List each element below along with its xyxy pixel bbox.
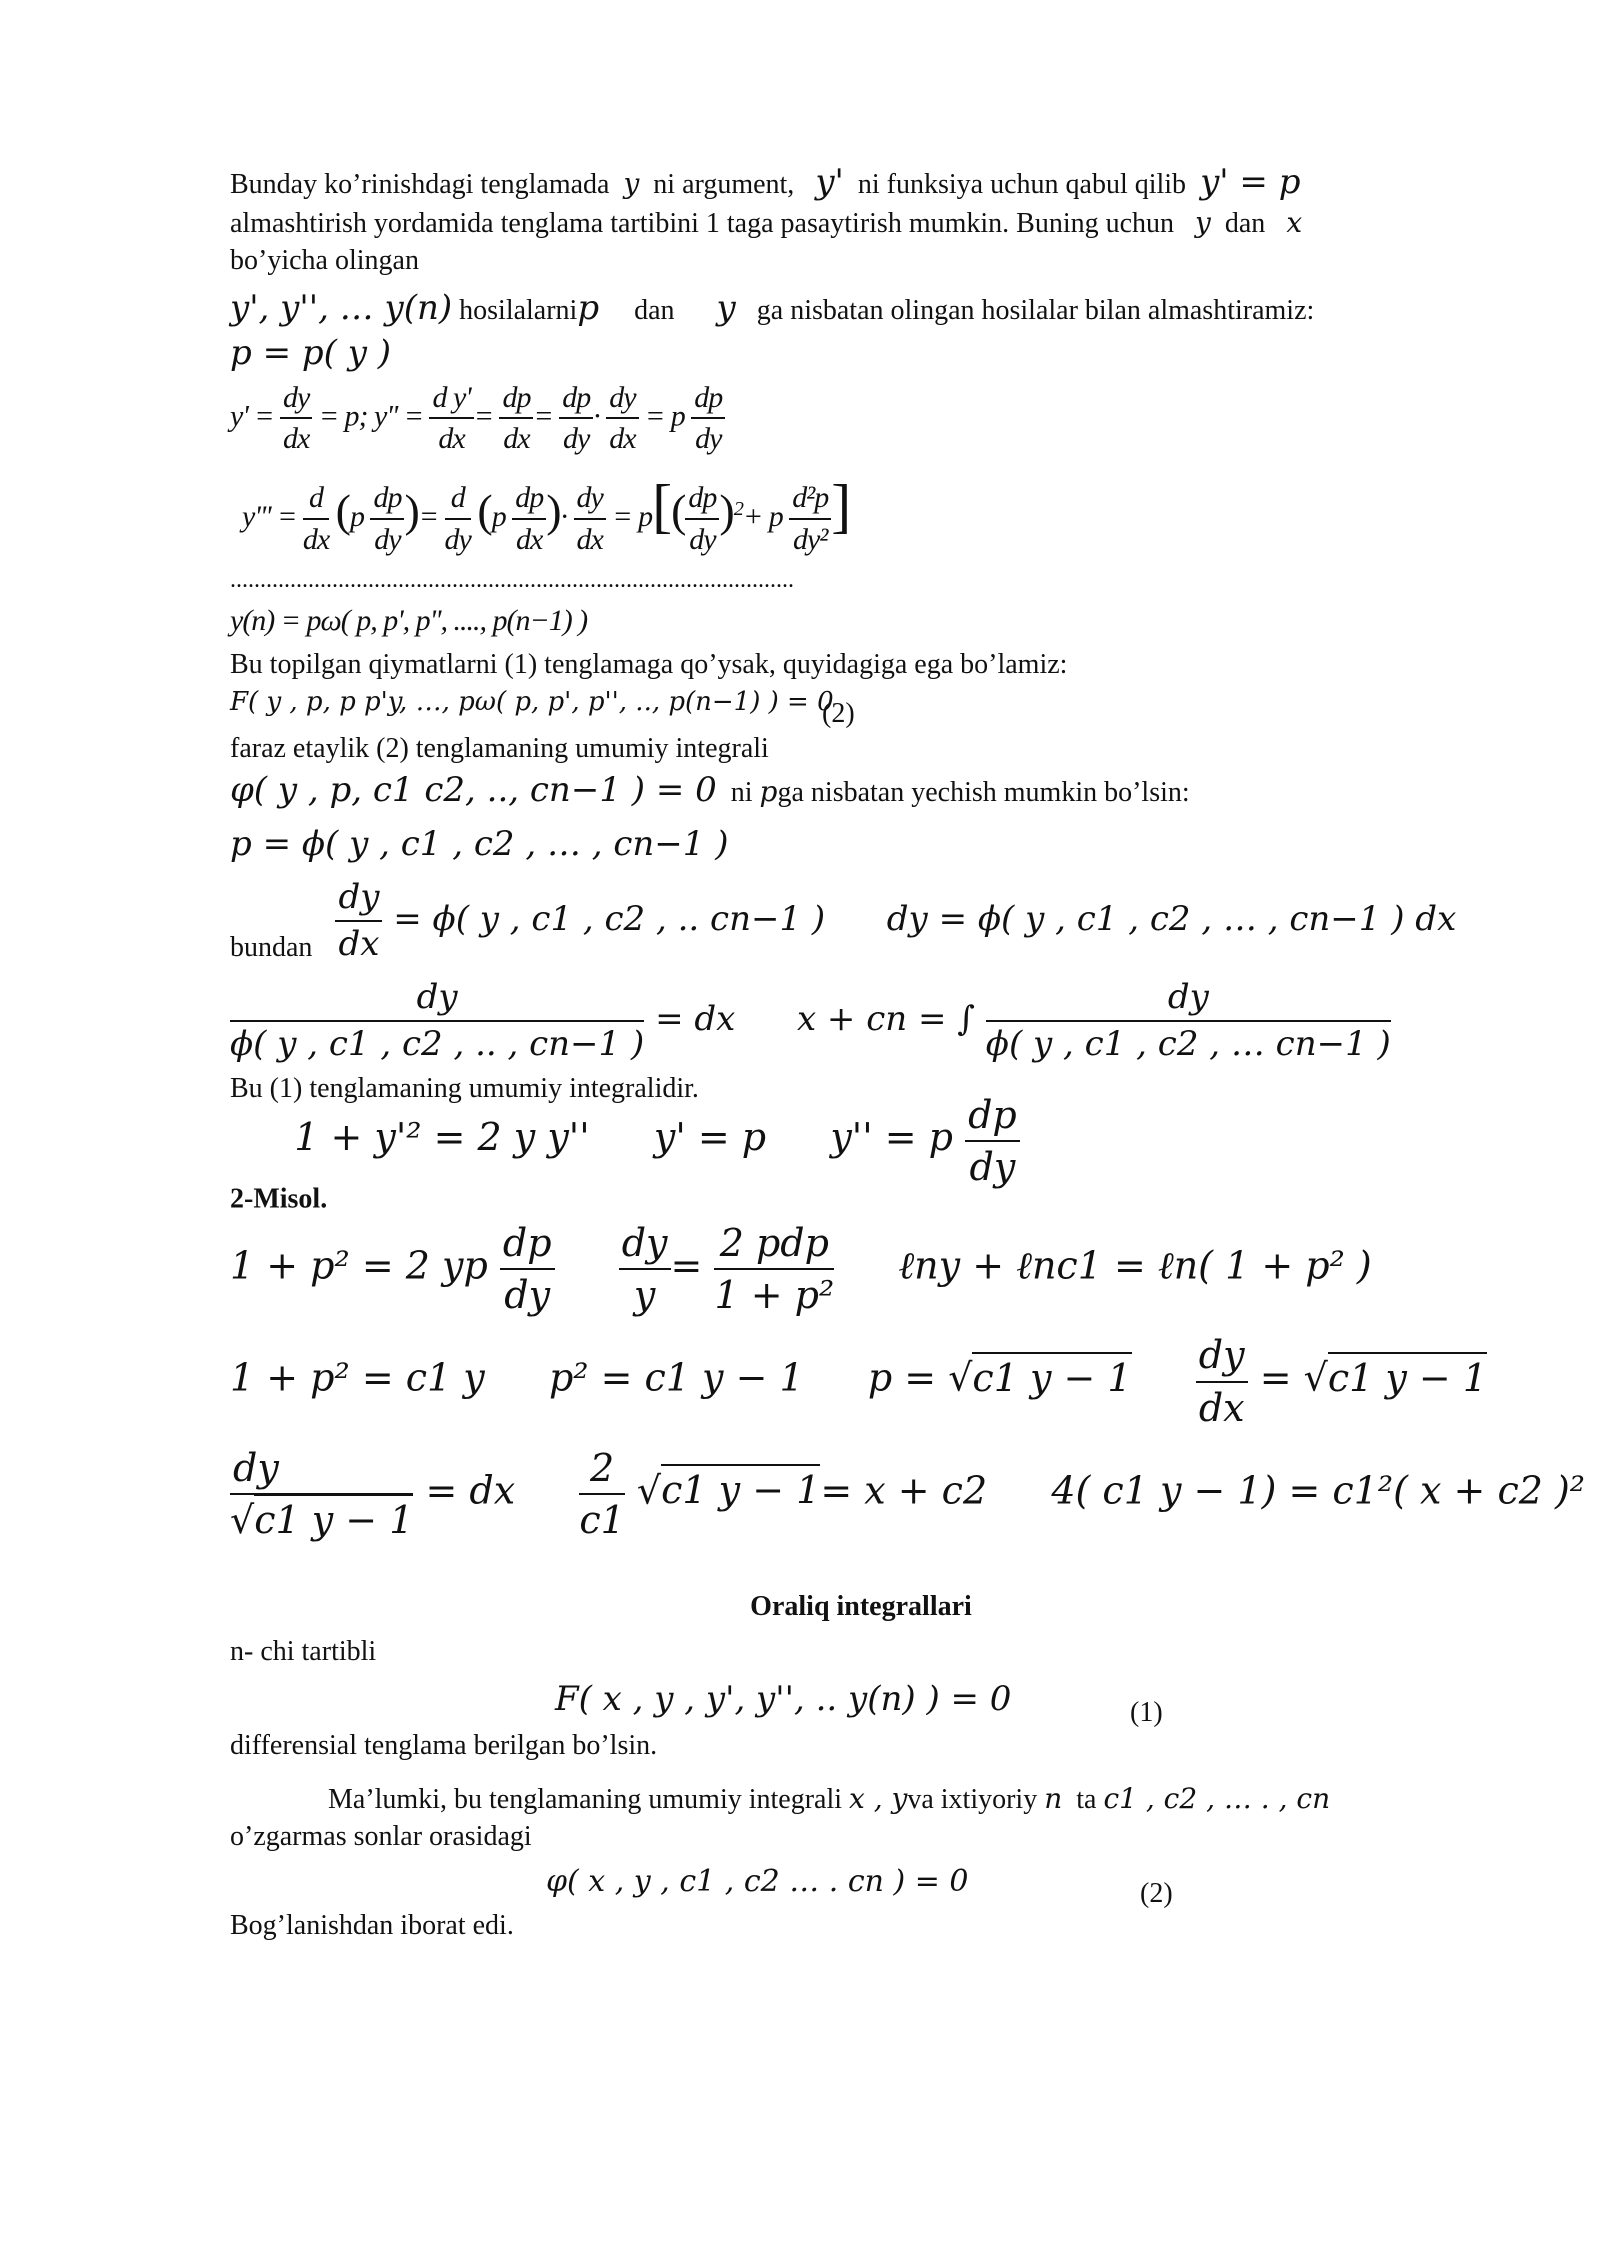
numerator: dp [685,478,719,520]
math-eq-2: F( y , p, p p'y, …, pω( p, p', p'', .., p(n−1) ) = 0 [230,686,834,717]
math-n: n [1044,1781,1063,1815]
math-substitution: y' = p [1200,162,1301,202]
math-p-of-y: p = p( y ) [230,332,391,373]
math: = dx [655,998,736,1039]
numerator: dy [574,478,606,520]
numerator: 2 [579,1443,624,1495]
math-y: y [716,287,736,328]
denominator: dy² [793,522,828,556]
intro-line-3: bo’yicha olingan [230,244,419,276]
math: dy = ϕ( y , c1 , c2 , … , cn−1 ) dx [886,899,1457,940]
math: ℓny + ℓnc1 = ℓn( 1 + p² ) [898,1243,1372,1288]
fraction [606,378,638,459]
fraction [789,478,831,559]
malum-line [230,1781,1492,1819]
numerator: dp [512,478,546,520]
math: y''' = [242,499,297,533]
numerator: dy [986,975,1391,1022]
eq-F-row [230,1677,1492,1728]
numerator: d y' [429,378,473,420]
numerator: dy [335,875,382,922]
math-sqrt-content: c1 y − 1 [254,1494,413,1542]
text: Ma’lumki, bu tenglamaning umumiy integrali [328,1783,843,1815]
eq-phi-row [230,1862,1492,1909]
math-sqrt-content: c1 y − 1 [661,1464,820,1512]
math: y' = p [653,1115,767,1160]
numerator: dp [691,378,725,420]
diff-text: differensial tenglama berilgan bo’lsin. [230,1729,658,1761]
denominator: dy [563,422,590,456]
math: = p; y'' = [318,399,423,433]
fraction [230,975,644,1067]
equation-number: (2) [822,697,855,729]
fraction [579,1443,624,1545]
example-title: 2-Misol. [230,1183,328,1215]
intro-line-2 [230,205,1492,243]
fraction [574,478,606,559]
numerator: 2 pdp [714,1218,834,1270]
numerator: dy [280,378,312,420]
fraction [429,378,473,459]
math: 1 + p² = 2 yp [230,1243,488,1288]
denominator: ϕ( y , c1 , c2 , .. , cn−1 ) [230,1023,645,1064]
numerator: dy [230,975,644,1022]
math-p: p [577,287,600,328]
math: x + cn = ∫ [796,998,975,1039]
math-sqrt-content: c1 y − 1 [1328,1352,1487,1400]
dotted-separator: .............................................................................................. [230,567,794,594]
math-constants: c1 , c2 , … . , cn [1103,1781,1331,1815]
math: p [349,499,364,533]
math-eq-F: F( x , y , y', y'', .. y(n) ) = 0 [555,1678,1012,1719]
numerator: dy [1196,1330,1248,1382]
text: ga nisbatan yechish mumkin bo’lsin: [777,776,1190,808]
equation-number: (2) [1140,1877,1173,1909]
faraz-text: faraz etaylik (2) tenglamaning umumiy integrali [230,732,769,764]
misol-row [230,1092,1492,1218]
integral-row [230,975,1492,1067]
math: y'' = p [830,1115,954,1160]
math: = x + c2 [820,1468,988,1513]
text: ga nisbatan olingan hosilalar bilan almashtiramiz: [756,294,1315,326]
numerator: dp [965,1090,1020,1142]
math: y' = [230,399,274,433]
fraction [559,378,593,459]
fraction [965,1090,1020,1192]
denominator: 1 + p² [714,1273,835,1318]
math-xy: x , y [849,1781,908,1815]
fraction [445,478,471,559]
pp-line [230,331,1492,376]
math: 1 + p² = c1 y [230,1356,485,1401]
document-page [230,150,1586,1945]
fraction [685,478,719,559]
text: almashtirish yordamida tenglama tartibini 1 taga pasaytirish mumkin. Buning uchun [230,207,1175,239]
numerator: dp [499,378,533,420]
math: 1 + y'² = 2 y y'' [294,1115,590,1160]
denominator: √c1 y − 1 [230,1495,413,1545]
section-title: Oraliq integrallari [750,1591,972,1622]
fraction [335,875,382,967]
denominator: c1 [579,1497,625,1542]
math-p-phi: p = ϕ( y , c1 , c2 , … , cn−1 ) [230,824,729,865]
denominator: dx [302,522,330,556]
denominator: dx [1198,1385,1245,1430]
eq-first-second-derivative: y' = $\frac{dy}{dx}$ = p; y'' = $\frac{\text{d y'}}{dx}$ = $\frac{dp}{dx}$ = $\frac{dp}{dy}$ · $\frac{dy}{dx}$ = p $\frac{dp}{dy}$ [230,378,1492,459]
fraction [280,378,312,459]
denominator: dy [374,522,401,556]
text: Bunday ko’rinishdagi tenglamada [230,169,610,200]
fraction [1196,1330,1248,1432]
fraction [714,1218,834,1320]
denominator: dx [576,522,603,556]
substitution-text: Bu topilgan qiymatlarni (1) tenglamaga qo’ysak, quyidagiga ega bo’lamiz: [230,648,1068,680]
bu-text: Bu (1) tenglamaning umumiy integralidir. [230,1072,699,1104]
equation-number: (1) [1130,1696,1163,1728]
math: 4( c1 y − 1) = c1²( x + c2 )² [1051,1468,1586,1513]
denominator: ϕ( y , c1 , c2 , … cn−1 ) [985,1023,1391,1064]
math-derivatives: y', y'', … y(n) [230,287,453,328]
denominator: dx [516,522,543,556]
denominator: dy [504,1273,551,1318]
eq-nth-derivative: y(n) = pω( p, p', p'', ...., p(n−1) ) [230,604,588,638]
math-y: y [623,167,640,200]
math-y: y [1195,205,1211,239]
fraction [619,1218,671,1320]
fraction [303,478,329,559]
numerator: dp [500,1218,555,1270]
denominator: dy [695,422,722,456]
bundan-row [230,875,1492,967]
math: = ϕ( y , c1 , c2 , .. cn−1 ) [393,899,826,940]
numerator: dp [370,478,404,520]
derivs-line [230,286,1492,331]
denominator: dy [444,522,471,556]
math: p² = c1 y − 1 [548,1356,804,1401]
numerator: d²p [789,478,831,520]
numerator: d [445,478,471,520]
math: = p [645,399,685,433]
fraction [230,1443,413,1545]
text: dan [1224,207,1266,239]
boglan-text: Bog’lanishdan iborat edi. [230,1909,514,1941]
math: = dx [425,1468,516,1513]
math-p: p [759,774,778,808]
numerator: d [303,478,329,520]
denominator: dx [609,422,636,456]
nchi-text: n- chi tartibli [230,1635,377,1667]
text: ta [1076,1783,1097,1815]
fraction [512,478,546,559]
step-1-row: 1 + p² = 2 yp $\frac{dp}{dy}$ $\frac{dy}{y}$ = $\frac{\text{2 pdp}}{\text{1 + p²}}$ ℓny + ℓnc1 = ℓn( 1 + p² ) [230,1218,1492,1320]
ozgarmas-text: o’zgarmas sonlar orasidagi [230,1820,532,1852]
text: dan [634,294,675,326]
fraction [370,478,404,559]
math-example [294,1092,1020,1189]
math-eq-phi: φ( x , y , c1 , c2 … . cn ) = 0 [546,1863,969,1899]
step-3-row: $\frac{dy}{√c1 y - 1}$ = dx $\frac{2}{c1}$ √c1 y − 1= x + c2 4( c1 y − 1) = c1²( x + c2 )² [230,1443,1492,1545]
math: p = √ [867,1356,973,1401]
fraction [500,1218,555,1320]
numerator: dp [559,378,593,420]
denominator: dx [282,422,310,456]
denominator: dx [338,924,380,965]
fraction [691,378,725,459]
math-yprime: y' [815,162,844,202]
intro-line-1 [230,160,1492,205]
text: ni argument, [653,169,795,200]
denominator: dy [969,1144,1016,1189]
numerator: dy [230,1443,413,1495]
math-dy-dx [335,877,1457,965]
numerator: dy [619,1218,671,1270]
step-2-row [230,1330,1492,1432]
text: hosilalarni [459,294,578,326]
math-sqrt-content: c1 y − 1 [972,1352,1131,1400]
p-phi-line [230,822,1492,867]
denominator: dx [438,422,465,456]
numerator: dy [606,378,638,420]
math-phi-integral: φ( y , p, c1 c2, .., cn−1 ) = 0 [230,769,717,810]
text: ni funksiya uchun qabul qilib [857,169,1187,200]
eq-third-derivative: y''' = $\frac{d}{dx}$ (p $\frac{dp}{dy}$ )= $\frac{d}{dy}$ (p $\frac{dp}{dx}$ )· $\frac{dy}{dx}$ = p[( $\frac{dp}{dy}$ )$^2$+ p $\frac{\text{d²p}}{\text{dy²}}$ ] [242,467,1492,560]
text: bundan [230,932,313,964]
fraction [499,378,533,459]
denominator: dy [689,522,716,556]
text: ni [730,776,753,808]
denominator: dx [503,422,530,456]
phi-integral-line [230,768,1492,813]
math-x: x [1286,205,1303,239]
denominator: y [633,1273,656,1318]
text: va ixtiyoriy [907,1783,1038,1815]
eq-2-row [230,684,1492,729]
fraction [986,975,1391,1067]
math: = √ [1259,1356,1328,1401]
